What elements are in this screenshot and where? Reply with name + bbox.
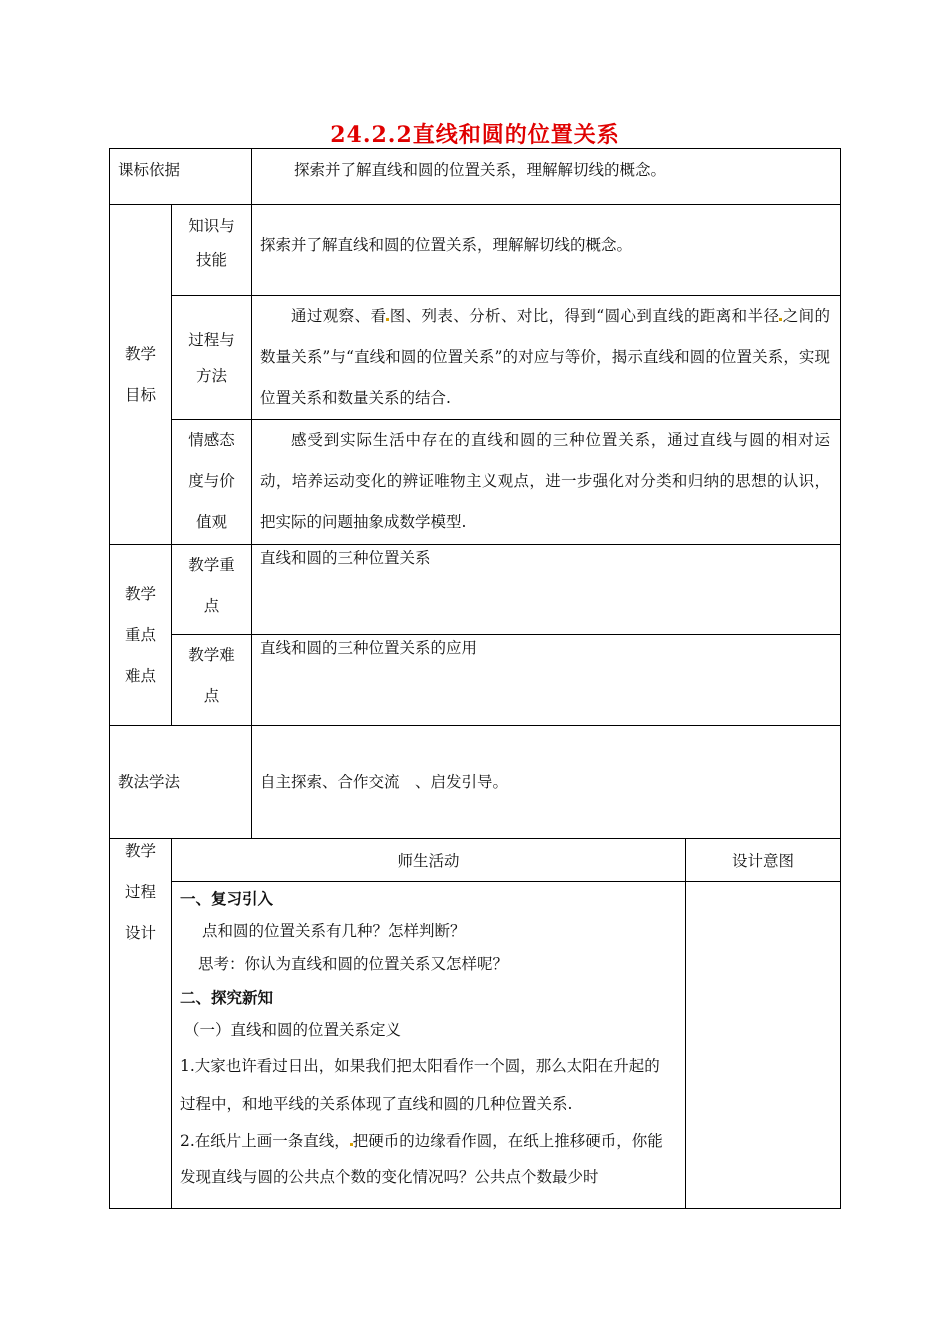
focus-difficult-label-1: 教学难 (188, 646, 235, 664)
goal-emotion-label-2: 度与价 (188, 472, 235, 490)
methods-label: 教法学法 (118, 773, 181, 791)
goal-emotion-label-3: 值观 (196, 513, 228, 531)
goals-label-1: 教学 (124, 344, 156, 363)
goal-emotion-text-cell (252, 420, 841, 545)
paragraph-1: 1.大家也许看过日出，如果我们把太阳看作一个圆，那么太阳在升起的过程中，和地平线的关系体现了直线和圆的几种位置关系. (180, 1057, 660, 1113)
goal-knowledge-text-cell (252, 205, 841, 296)
focus-difficult-row (110, 635, 841, 726)
focus-key-label-1: 教学重 (188, 556, 235, 574)
focus-label-2: 重点 (124, 625, 156, 644)
question-2: 思考：你认为直线和圆的位置关系又怎样呢？ (198, 955, 509, 973)
methods-text-cell (252, 726, 841, 839)
focus-difficult-label-2: 点 (203, 687, 220, 705)
goal-process-text-cell (252, 296, 841, 420)
goal-knowledge-label-1: 知识与 (188, 217, 235, 235)
methods-row (110, 726, 841, 839)
basis-text-cell (252, 149, 841, 205)
intent-content-cell (686, 882, 841, 1209)
goal-emotion-text: 感受到实际生活中存在的直线和圆的三种位置关系，通过直线与圆的相对运动，培养运动变化的辨证唯物主义观点，进一步强化对分类和归纳的思想的认识，把实际的问题抽象成数学模型. (260, 431, 831, 531)
goal-emotion-row (110, 420, 841, 545)
goal-process-label-1: 过程与 (188, 330, 235, 349)
focus-difficult-text: 直线和圆的三种位置关系的应用 (260, 639, 478, 657)
process-label-2: 过程 (124, 883, 156, 901)
process-label-1: 教学 (124, 842, 156, 860)
goals-label-cell (110, 205, 172, 545)
focus-label-3: 难点 (124, 666, 156, 685)
goal-process-label-cell (172, 296, 252, 420)
lesson-plan-table (109, 148, 841, 1209)
goal-knowledge-row (110, 205, 841, 296)
methods-label-cell (110, 726, 252, 839)
process-header-row (110, 839, 841, 882)
focus-label-1: 教学 (124, 584, 156, 603)
focus-key-label-cell (172, 545, 252, 635)
basis-label-cell (110, 149, 252, 205)
focus-key-row (110, 545, 841, 635)
goals-label-2: 目标 (124, 385, 156, 404)
methods-text: 自主探索、合作交流 、启发引导。 (260, 773, 509, 791)
subsection-definition: （一）直线和圆的位置关系定义 (184, 1021, 402, 1039)
basis-text: 探索并了解直线和圆的位置关系，理解解切线的概念。 (294, 161, 667, 179)
intent-header-cell (686, 839, 841, 882)
goal-emotion-label-cell (172, 420, 252, 545)
document-title: 24.2.2直线和圆的位置关系 (330, 122, 620, 148)
process-label-cell (110, 839, 172, 1209)
section-review: 一、复习引入 (180, 889, 274, 908)
activity-header-cell (172, 839, 686, 882)
section-explore: 二、探究新知 (180, 988, 274, 1007)
focus-key-text: 直线和圆的三种位置关系 (260, 549, 431, 567)
goal-process-text: 通过观察、看 图、列表、分析、对比，得到“圆心到直线的距离和半径 之间的数量关系”与“直线和圆的位置关系”的对应与等价，揭示直线和圆的位置关系，实现位置关系和数量关系的结合. (260, 307, 831, 407)
goal-knowledge-label-cell (172, 205, 252, 296)
focus-difficult-label-cell (172, 635, 252, 726)
focus-key-label-2: 点 (203, 597, 220, 615)
goal-knowledge-text: 探索并了解直线和圆的位置关系，理解解切线的概念。 (260, 236, 633, 254)
activity-content-cell (172, 882, 686, 1209)
basis-label: 课标依据 (118, 161, 181, 179)
goal-knowledge-label-2: 技能 (196, 251, 228, 269)
intent-header: 设计意图 (732, 852, 795, 870)
process-content-row (110, 882, 841, 1209)
activity-header: 师生活动 (397, 852, 460, 870)
goal-emotion-label-1: 情感态 (188, 431, 235, 449)
focus-key-text-cell (252, 545, 841, 635)
basis-row (110, 149, 841, 205)
focus-label-cell (110, 545, 172, 726)
paragraph-2: 2.在纸片上画一条直线， 把硬币的边缘看作圆，在纸上推移硬币，你能发现直线与圆的公共点个数的变化情况吗？公共点个数最少时 (180, 1132, 663, 1186)
goal-process-row (110, 296, 841, 420)
goal-process-label-2: 方法 (196, 366, 228, 385)
question-1: 点和圆的位置关系有几种？怎样判断？ (202, 922, 466, 940)
process-label-3: 设计 (124, 924, 156, 942)
focus-difficult-text-cell (252, 635, 841, 726)
